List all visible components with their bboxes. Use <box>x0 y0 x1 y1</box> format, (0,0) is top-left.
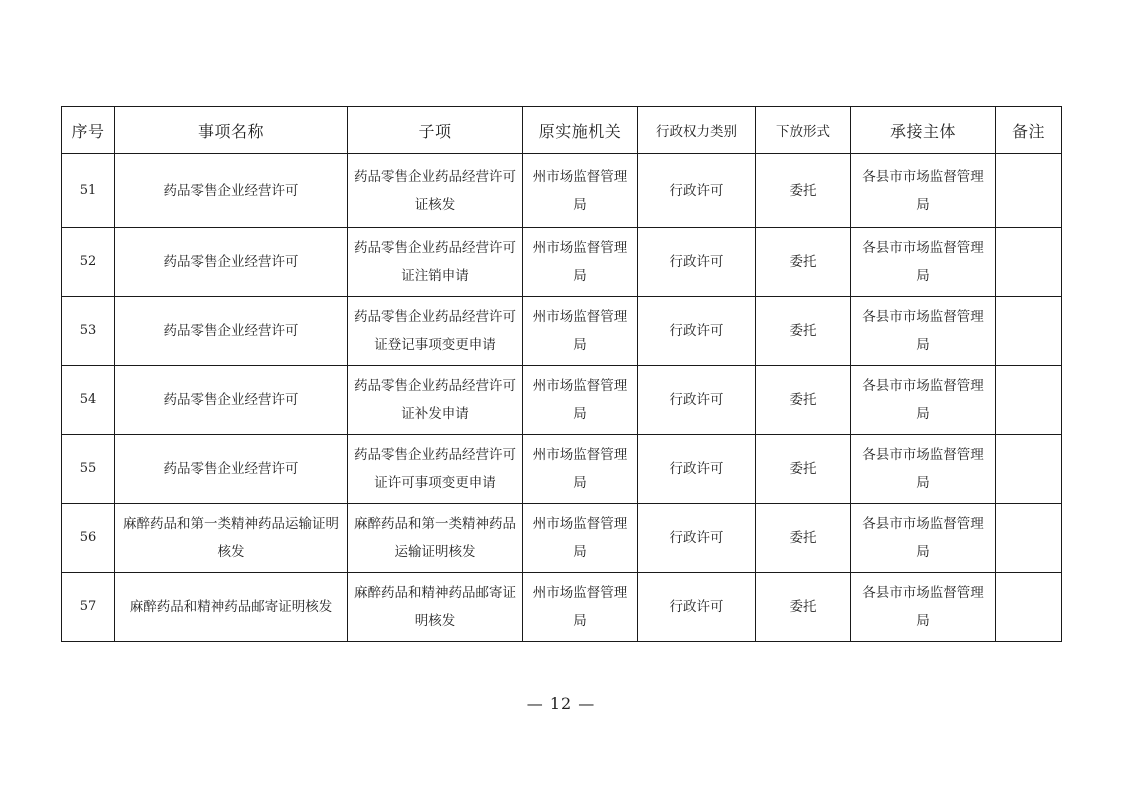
row-delegation-form: 委托 <box>756 154 851 228</box>
header-original-authority: 原实施机关 <box>523 107 638 154</box>
table-row <box>62 366 1062 435</box>
row-remarks <box>996 435 1062 504</box>
row-receiving-body: 各县市市场监督管理局 <box>851 228 996 297</box>
row-remarks <box>996 504 1062 573</box>
row-power-category: 行政许可 <box>638 297 756 366</box>
table-row <box>62 228 1062 297</box>
table-row <box>62 435 1062 504</box>
row-item-name: 药品零售企业经营许可 <box>115 297 348 366</box>
row-original-authority: 州市场监督管理局 <box>523 573 638 642</box>
row-power-category: 行政许可 <box>638 228 756 297</box>
row-receiving-body: 各县市市场监督管理局 <box>851 366 996 435</box>
row-original-authority: 州市场监督管理局 <box>523 366 638 435</box>
row-receiving-body: 各县市市场监督管理局 <box>851 504 996 573</box>
row-serial-number: 56 <box>62 504 115 573</box>
row-sub-item: 药品零售企业药品经营许可证许可事项变更申请 <box>348 435 523 504</box>
row-receiving-body: 各县市市场监督管理局 <box>851 573 996 642</box>
table-row <box>62 297 1062 366</box>
row-original-authority: 州市场监督管理局 <box>523 154 638 228</box>
row-remarks <box>996 228 1062 297</box>
row-item-name: 药品零售企业经营许可 <box>115 366 348 435</box>
row-serial-number: 51 <box>62 154 115 228</box>
row-sub-item: 药品零售企业药品经营许可证登记事项变更申请 <box>348 297 523 366</box>
header-item-name: 事项名称 <box>115 107 348 154</box>
row-receiving-body: 各县市市场监督管理局 <box>851 297 996 366</box>
row-remarks <box>996 154 1062 228</box>
row-original-authority: 州市场监督管理局 <box>523 297 638 366</box>
header-receiving-body: 承接主体 <box>851 107 996 154</box>
row-delegation-form: 委托 <box>756 504 851 573</box>
row-receiving-body: 各县市市场监督管理局 <box>851 435 996 504</box>
row-power-category: 行政许可 <box>638 366 756 435</box>
header-remarks: 备注 <box>996 107 1062 154</box>
row-serial-number: 57 <box>62 573 115 642</box>
row-receiving-body: 各县市市场监督管理局 <box>851 154 996 228</box>
row-original-authority: 州市场监督管理局 <box>523 504 638 573</box>
row-remarks <box>996 297 1062 366</box>
row-item-name: 麻醉药品和精神药品邮寄证明核发 <box>115 573 348 642</box>
row-power-category: 行政许可 <box>638 435 756 504</box>
row-item-name: 药品零售企业经营许可 <box>115 435 348 504</box>
header-power-category: 行政权力类别 <box>638 107 756 154</box>
row-serial-number: 52 <box>62 228 115 297</box>
row-remarks <box>996 366 1062 435</box>
row-serial-number: 53 <box>62 297 115 366</box>
items-table <box>61 106 1062 642</box>
table-row <box>62 573 1062 642</box>
page-number: — 12 — <box>526 694 596 713</box>
row-delegation-form: 委托 <box>756 228 851 297</box>
table-row <box>62 504 1062 573</box>
row-delegation-form: 委托 <box>756 573 851 642</box>
header-sub-item: 子项 <box>348 107 523 154</box>
row-item-name: 麻醉药品和第一类精神药品运输证明核发 <box>115 504 348 573</box>
header-delegation-form: 下放形式 <box>756 107 851 154</box>
row-item-name: 药品零售企业经营许可 <box>115 154 348 228</box>
row-power-category: 行政许可 <box>638 573 756 642</box>
row-remarks <box>996 573 1062 642</box>
header-serial-number: 序号 <box>62 107 115 154</box>
table-header-row <box>62 107 1062 154</box>
row-serial-number: 55 <box>62 435 115 504</box>
row-power-category: 行政许可 <box>638 504 756 573</box>
row-power-category: 行政许可 <box>638 154 756 228</box>
row-delegation-form: 委托 <box>756 366 851 435</box>
row-sub-item: 药品零售企业药品经营许可证注销申请 <box>348 228 523 297</box>
row-delegation-form: 委托 <box>756 297 851 366</box>
row-sub-item: 药品零售企业药品经营许可证核发 <box>348 154 523 228</box>
row-original-authority: 州市场监督管理局 <box>523 228 638 297</box>
row-serial-number: 54 <box>62 366 115 435</box>
row-sub-item: 麻醉药品和精神药品邮寄证明核发 <box>348 573 523 642</box>
row-sub-item: 药品零售企业药品经营许可证补发申请 <box>348 366 523 435</box>
row-original-authority: 州市场监督管理局 <box>523 435 638 504</box>
row-delegation-form: 委托 <box>756 435 851 504</box>
table-row <box>62 154 1062 228</box>
row-item-name: 药品零售企业经营许可 <box>115 228 348 297</box>
row-sub-item: 麻醉药品和第一类精神药品运输证明核发 <box>348 504 523 573</box>
